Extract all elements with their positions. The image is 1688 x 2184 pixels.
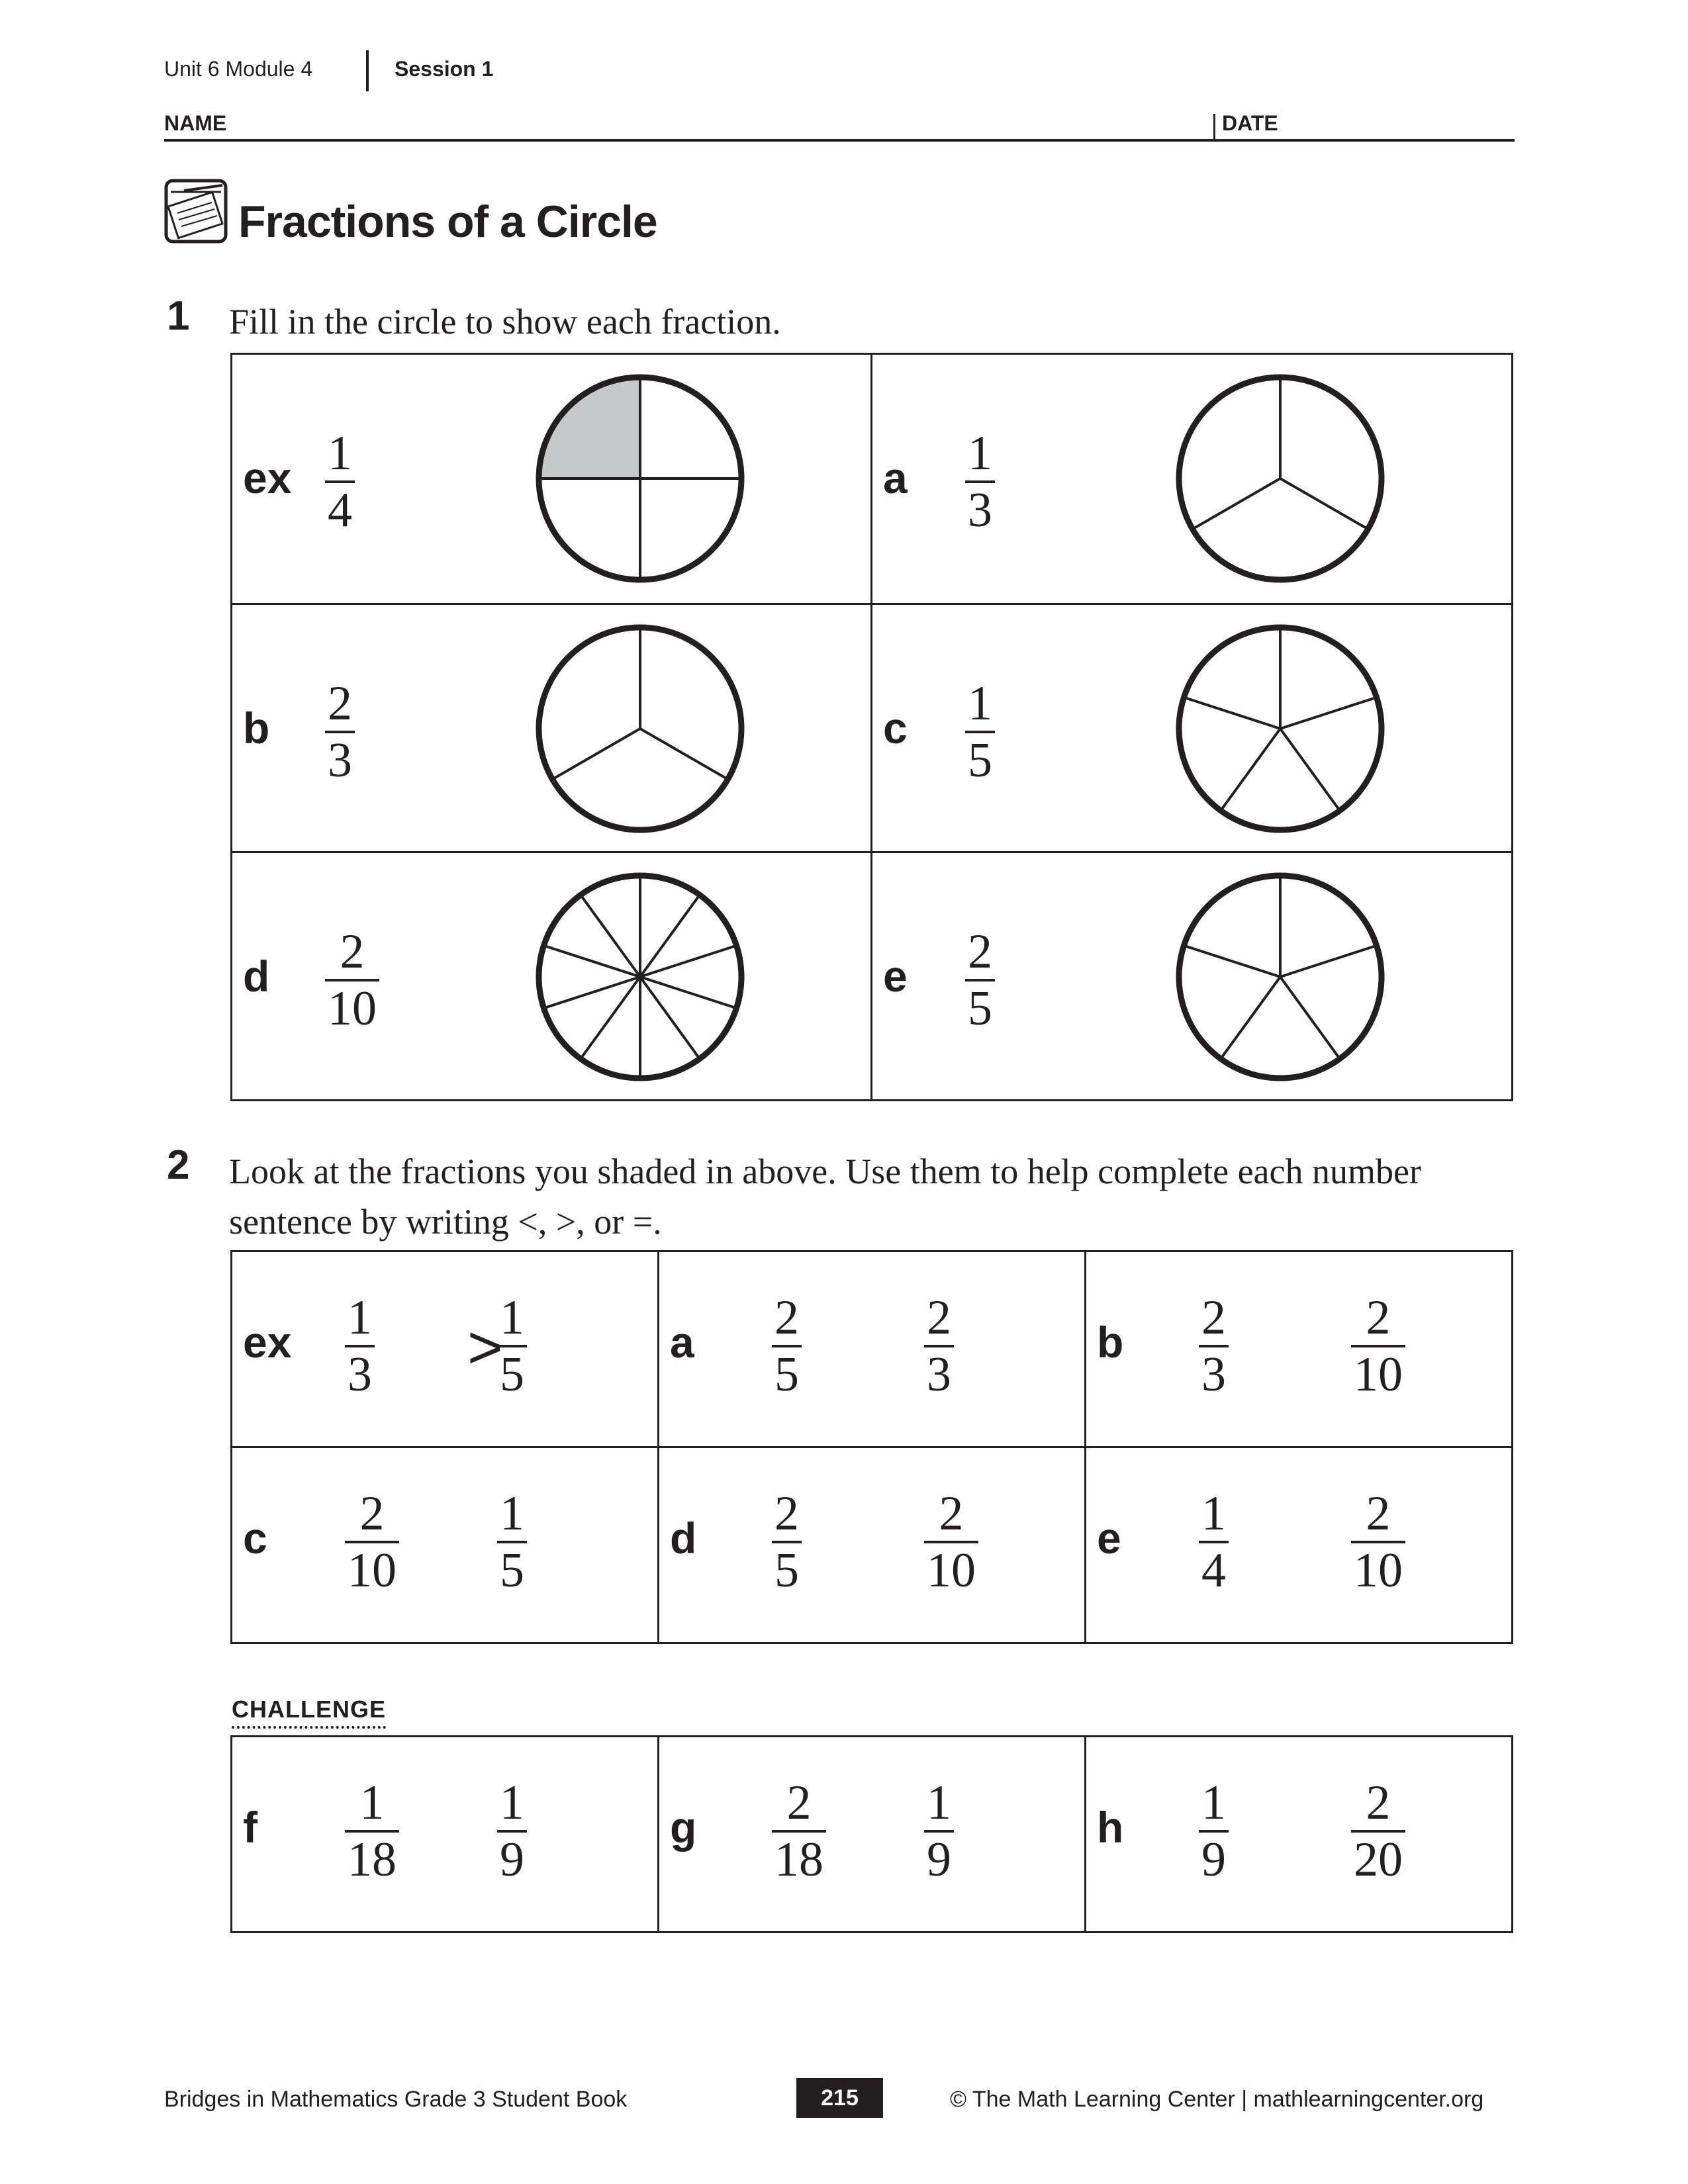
item-label: a xyxy=(883,453,908,502)
division-line xyxy=(543,946,640,977)
left-fraction xyxy=(772,1488,802,1596)
division-line xyxy=(1280,946,1377,977)
division-line xyxy=(640,977,737,1008)
q1-cell-e xyxy=(872,852,1513,1101)
question-2-prompt-line-1: Look at the fractions you shaded in above. Use them to help complete each number xyxy=(229,1152,1421,1191)
comparison-answer[interactable] xyxy=(894,1313,934,1373)
denominator: 10 xyxy=(927,1543,976,1598)
numerator: 2 xyxy=(1366,1776,1391,1830)
item-label: c xyxy=(883,704,908,752)
fraction xyxy=(325,678,355,786)
denominator: 3 xyxy=(328,733,352,788)
q1-row xyxy=(232,852,1513,1101)
division-line xyxy=(1192,478,1280,529)
item-label: a xyxy=(670,1318,694,1367)
denominator: 9 xyxy=(1201,1833,1226,1887)
fraction xyxy=(325,926,379,1034)
compare-cell-g xyxy=(659,1737,1086,1933)
fraction-circle[interactable] xyxy=(535,373,745,584)
fraction xyxy=(325,428,355,536)
denominator: 3 xyxy=(968,483,992,537)
denominator: 18 xyxy=(774,1833,823,1887)
division-line xyxy=(581,977,640,1059)
fraction-circle[interactable] xyxy=(535,872,745,1082)
date-divider xyxy=(1213,114,1215,140)
q1-table xyxy=(230,353,1513,1101)
name-label: NAME xyxy=(164,111,227,135)
comparison-answer[interactable]: > xyxy=(467,1314,503,1381)
division-line xyxy=(1280,729,1340,811)
numerator: 1 xyxy=(1201,1486,1226,1541)
question-2-number: 2 xyxy=(167,1142,190,1188)
compare-cell-d xyxy=(659,1447,1086,1643)
item-label: g xyxy=(670,1803,697,1852)
compare-cell-f xyxy=(232,1737,659,1933)
unit-module-label: Unit 6 Module 4 xyxy=(164,57,313,81)
compare-cell-c xyxy=(232,1447,659,1643)
question-1-number: 1 xyxy=(167,293,190,339)
q1-cell-a xyxy=(872,354,1513,604)
question-1-prompt: Fill in the circle to show each fraction. xyxy=(229,302,781,341)
compare-row xyxy=(232,1447,1513,1643)
denominator: 5 xyxy=(774,1347,799,1402)
denominator: 10 xyxy=(328,981,377,1036)
comparison-answer[interactable] xyxy=(467,1798,507,1858)
numerator: 2 xyxy=(774,1486,799,1541)
left-fraction xyxy=(345,1292,375,1400)
question-2-prompt xyxy=(229,1146,1520,1247)
question-2-prompt-line-2: sentence by writing <, >, or =. xyxy=(229,1202,662,1242)
division-line xyxy=(640,977,700,1059)
worksheet-pencil-icon xyxy=(164,179,228,244)
division-line xyxy=(1221,729,1280,811)
denominator: 10 xyxy=(1354,1543,1403,1598)
q1-cell-b xyxy=(232,604,872,852)
compare-row xyxy=(232,1737,1513,1933)
item-label: h xyxy=(1097,1803,1124,1852)
numerator: 1 xyxy=(500,1291,524,1345)
denominator: 9 xyxy=(927,1833,951,1887)
footer-book-title: Bridges in Mathematics Grade 3 Student Book xyxy=(164,2087,628,2112)
numerator: 2 xyxy=(968,925,992,979)
challenge-table xyxy=(230,1735,1513,1933)
denominator: 3 xyxy=(927,1347,951,1402)
division-line xyxy=(640,729,728,780)
division-line xyxy=(1280,977,1340,1059)
denominator: 5 xyxy=(500,1347,524,1402)
denominator: 5 xyxy=(968,733,992,788)
division-line xyxy=(543,977,640,1008)
denominator: 10 xyxy=(348,1543,397,1598)
numerator: 1 xyxy=(968,676,992,731)
numerator: 2 xyxy=(340,925,365,979)
fraction xyxy=(965,678,995,786)
item-label: d xyxy=(670,1514,697,1563)
item-label: b xyxy=(243,704,270,752)
denominator: 20 xyxy=(1354,1833,1403,1887)
comparison-answer[interactable] xyxy=(467,1509,507,1569)
compare-cell-h xyxy=(1086,1737,1513,1933)
comparison-answer[interactable] xyxy=(894,1798,934,1858)
numerator: 2 xyxy=(939,1486,964,1541)
numerator: 1 xyxy=(968,426,992,480)
division-line xyxy=(1221,977,1280,1059)
date-label: DATE xyxy=(1222,111,1278,135)
numerator: 2 xyxy=(1366,1291,1391,1345)
left-fraction xyxy=(1199,1777,1229,1886)
left-fraction xyxy=(1199,1292,1229,1400)
left-fraction xyxy=(345,1777,399,1886)
numerator: 2 xyxy=(774,1291,799,1345)
denominator: 3 xyxy=(1201,1347,1226,1402)
q1-row xyxy=(232,604,1513,852)
division-line xyxy=(1184,946,1280,977)
numerator: 1 xyxy=(500,1486,524,1541)
left-fraction xyxy=(345,1488,399,1596)
denominator: 5 xyxy=(500,1543,524,1598)
numerator: 2 xyxy=(328,676,352,731)
division-line xyxy=(1184,698,1280,729)
fraction-circle[interactable] xyxy=(1175,373,1385,584)
q2-table xyxy=(230,1250,1513,1644)
denominator: 9 xyxy=(500,1833,524,1887)
numerator: 2 xyxy=(359,1486,385,1541)
compare-row xyxy=(232,1251,1513,1447)
fraction xyxy=(965,428,995,536)
left-fraction xyxy=(1199,1488,1229,1596)
denominator: 3 xyxy=(348,1347,372,1402)
page-number: 215 xyxy=(796,2078,883,2118)
item-label: b xyxy=(1097,1318,1124,1367)
header-divider xyxy=(366,50,369,91)
q1-row xyxy=(232,354,1513,604)
compare-cell-ex xyxy=(232,1251,659,1447)
compare-cell-b xyxy=(1086,1251,1513,1447)
fraction-circle[interactable] xyxy=(535,623,745,834)
numerator: 1 xyxy=(328,426,352,480)
item-label: ex xyxy=(243,1318,292,1367)
item-label: e xyxy=(1097,1514,1121,1563)
division-line xyxy=(1280,698,1377,729)
fraction-circle[interactable] xyxy=(1175,872,1385,1082)
numerator: 2 xyxy=(1201,1291,1226,1345)
item-label: ex xyxy=(243,453,292,502)
fraction xyxy=(965,926,995,1034)
challenge-label: CHALLENGE xyxy=(232,1696,386,1729)
compare-cell-a xyxy=(659,1251,1086,1447)
fraction-circle[interactable] xyxy=(1175,623,1385,834)
page-title: Fractions of a Circle xyxy=(238,197,657,247)
left-fraction xyxy=(772,1777,826,1886)
session-label: Session 1 xyxy=(395,57,494,81)
denominator: 18 xyxy=(348,1833,397,1887)
division-line xyxy=(1280,478,1368,529)
item-label: d xyxy=(243,952,270,1001)
denominator: 4 xyxy=(1201,1543,1226,1598)
item-label: c xyxy=(243,1514,267,1563)
numerator: 2 xyxy=(786,1776,812,1830)
name-date-line[interactable] xyxy=(164,139,1515,142)
division-line xyxy=(581,895,640,977)
numerator: 1 xyxy=(359,1776,385,1830)
comparison-answer[interactable] xyxy=(894,1509,934,1569)
denominator: 4 xyxy=(328,483,352,537)
division-line xyxy=(640,895,700,977)
left-fraction xyxy=(772,1292,802,1400)
division-line xyxy=(552,729,640,780)
division-line xyxy=(640,946,737,977)
numerator: 1 xyxy=(927,1776,951,1830)
q1-cell-d xyxy=(232,852,872,1101)
numerator: 2 xyxy=(1366,1486,1391,1541)
denominator: 5 xyxy=(968,981,992,1036)
numerator: 1 xyxy=(348,1291,372,1345)
denominator: 10 xyxy=(1354,1347,1403,1402)
denominator: 5 xyxy=(774,1543,799,1598)
q1-cell-ex xyxy=(232,354,872,604)
comparison-answer[interactable] xyxy=(1321,1798,1361,1858)
numerator: 2 xyxy=(927,1291,951,1345)
numerator: 1 xyxy=(500,1776,524,1830)
q1-cell-c xyxy=(872,604,1513,852)
comparison-answer[interactable] xyxy=(1321,1509,1361,1569)
footer-copyright: © The Math Learning Center | mathlearningcenter.org xyxy=(950,2087,1484,2112)
item-label: e xyxy=(883,952,908,1001)
numerator: 1 xyxy=(1201,1776,1226,1830)
comparison-answer[interactable] xyxy=(1321,1313,1361,1373)
compare-cell-e xyxy=(1086,1447,1513,1643)
item-label: f xyxy=(243,1803,258,1852)
